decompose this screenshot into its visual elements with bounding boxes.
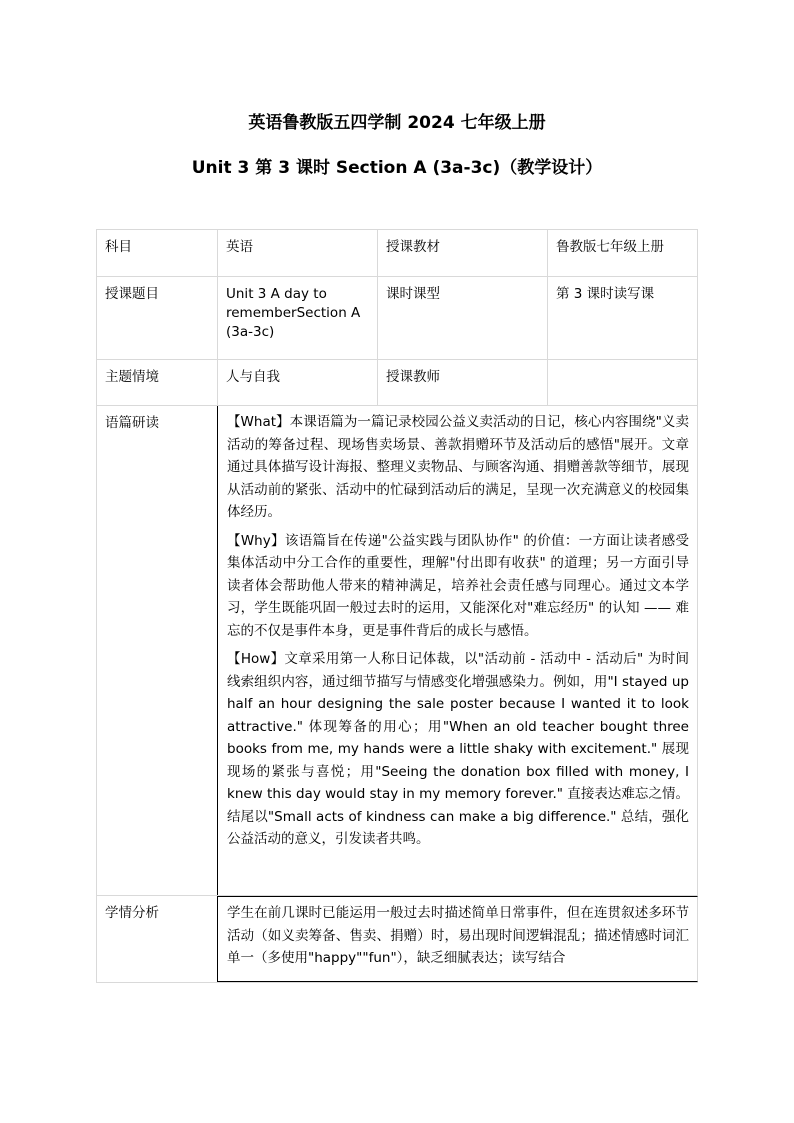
table-row	[96, 276, 698, 359]
text-analysis-content	[217, 406, 698, 895]
value-textbook: 鲁教版七年级上册	[547, 230, 698, 276]
label-teacher: 授课教师	[377, 360, 547, 405]
document-subtitle: Unit 3 第 3 课时 Section A (3a-3c)（教学设计）	[191, 158, 603, 178]
document-title: 英语鲁教版五四学制 2024 七年级上册	[248, 113, 546, 133]
table-row	[96, 229, 698, 276]
value-subject: 英语	[217, 230, 377, 276]
label-text-analysis: 语篇研读	[96, 406, 217, 895]
value-lesson-title: Unit 3 A day to rememberSection A (3a-3c)	[217, 277, 377, 359]
how-paragraph: 【How】文章采用第一人称日记体裁，以"活动前 - 活动中 - 活动后" 为时间线索组织内容，通过细节描写与情感变化增强感染力。例如，用"I stayed up half an hour designing the sale poster because I wanted it to look attractive." 体现筹备的用心；用"When an old teacher bought three books from me, my hands were a little shaky with excitement." 展现现场的紧张与喜悦；用"Seeing the donation box filled with money, I knew this day would stay in my memory forever." 直接表达难忘之情。结尾以"Small acts of kindness can make a big difference." 总结，强化公益活动的意义，引发读者共鸣。	[227, 651, 689, 847]
why-paragraph: 【Why】该语篇旨在传递"公益实践与团队协作" 的价值：一方面让读者感受集体活动中分工合作的重要性，理解"付出即有收获" 的道理；另一方面引导读者体会帮助他人带来的精神满足，培养社会责任感与同理心。通过文本学习，学生既能巩固一般过去时的运用，又能深化对"难忘经历" 的认知 —— 难忘的不仅是事件本身，更是事件背后的成长与感悟。	[227, 532, 689, 639]
value-theme: 人与自我	[217, 360, 377, 405]
label-theme: 主题情境	[96, 360, 217, 405]
label-lesson-title: 授课题目	[96, 277, 217, 359]
label-textbook: 授课教材	[377, 230, 547, 276]
label-lesson-type: 课时课型	[377, 277, 547, 359]
table-row	[96, 895, 698, 983]
value-lesson-type: 第 3 课时读写课	[547, 277, 698, 359]
student-analysis-text: 学生在前几课时已能运用一般过去时描述简单日常事件，但在连贯叙述多环节活动（如义卖筹备、售卖、捐赠）时，易出现时间逻辑混乱；描述情感时词汇单一（多使用"happy""fun"），缺乏细腻表达；读写结合	[227, 905, 689, 966]
label-subject: 科目	[96, 230, 217, 276]
label-student-analysis: 学情分析	[96, 896, 217, 982]
student-analysis-content	[217, 896, 698, 982]
what-paragraph: 【What】本课语篇为一篇记录校园公益义卖活动的日记，核心内容围绕"义卖活动的筹备过程、现场售卖场景、善款捐赠环节及活动后的感悟"展开。文章通过具体描写设计海报、整理义卖物品、与顾客沟通、捐赠善款等细节，展现从活动前的紧张、活动中的忙碌到活动后的满足，呈现一次充满意义的校园集体经历。	[227, 414, 689, 520]
table-row	[96, 359, 698, 405]
value-teacher	[547, 360, 698, 405]
lesson-info-table	[96, 229, 698, 983]
table-row	[96, 405, 698, 895]
